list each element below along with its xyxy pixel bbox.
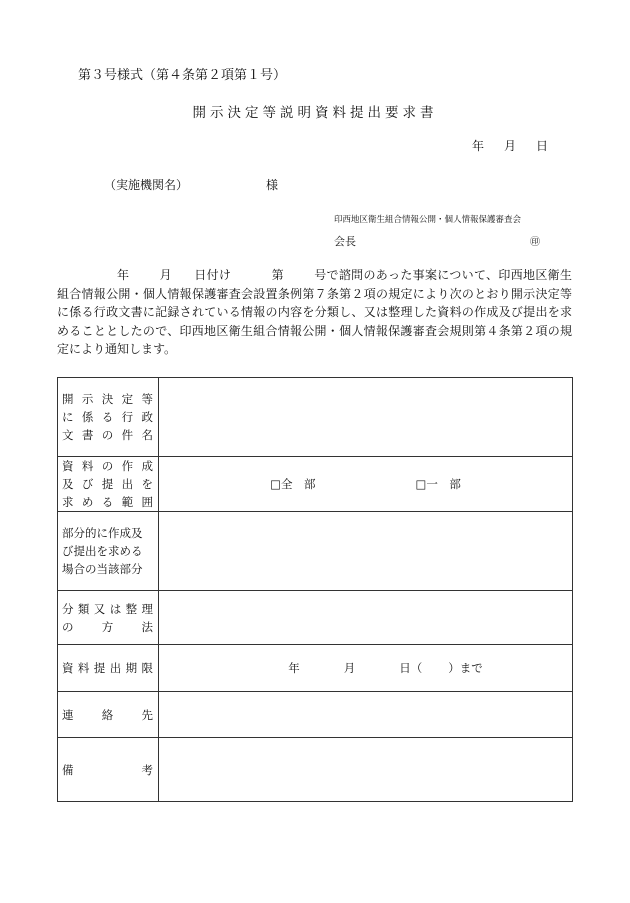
label-line: び提出を求める <box>62 544 143 558</box>
date-year: 年 <box>472 139 485 153</box>
seal-mark: ㊞ <box>530 237 540 248</box>
label-partial-section <box>58 512 159 591</box>
sender-title: 会長 <box>334 235 356 248</box>
addressee-honorific: 様 <box>266 178 279 192</box>
row-deadline <box>58 645 573 692</box>
deadline-close: ）まで <box>448 661 483 675</box>
label-contact <box>58 692 159 738</box>
label-line: の 方 法 <box>62 619 154 634</box>
label-line: 場合の当該部分 <box>62 562 143 576</box>
body-day-dated: 日付け <box>193 268 232 282</box>
label-line: に係る行政 <box>62 410 154 424</box>
label-line: 開示決定等 <box>62 392 154 406</box>
deadline-year: 年 <box>288 661 300 675</box>
body-month: 月 <box>159 268 172 282</box>
row-contact <box>58 692 573 738</box>
sender-organization: 印西地区衛生組合情報公開・個人情報保護審査会 <box>334 215 522 225</box>
body-number-prefix: 第 <box>271 268 284 282</box>
field-partial-section[interactable] <box>159 512 573 591</box>
field-remarks[interactable] <box>159 738 573 802</box>
field-method[interactable] <box>159 591 573 645</box>
checkbox-all[interactable]: □全 部 <box>270 477 316 491</box>
label-document-subject <box>58 378 159 457</box>
row-method <box>58 591 573 645</box>
label-scope <box>58 457 159 512</box>
label-line: 資料の作成 <box>62 459 154 473</box>
document-title: 開示決定等説明資料提出要求書 <box>192 105 438 121</box>
label-line: 求める範囲 <box>62 495 154 509</box>
checkbox-partial[interactable]: □一 部 <box>415 477 461 491</box>
addressee-label: （実施機関名） <box>104 178 189 192</box>
addressee-line <box>104 176 278 193</box>
field-deadline[interactable] <box>159 645 573 692</box>
label-line: 分類又は整理 <box>62 601 154 616</box>
label-line: 部分的に作成及 <box>62 526 143 540</box>
row-partial-section <box>58 512 573 591</box>
label-line: 及び提出を <box>62 477 154 491</box>
label-method <box>58 591 159 645</box>
date-month: 月 <box>504 139 517 153</box>
row-document-subject <box>58 378 573 457</box>
label-line: 備 考 <box>62 762 154 777</box>
field-contact[interactable] <box>159 692 573 738</box>
row-remarks <box>58 738 573 802</box>
body-text: 号で諮問のあった事案について、印西地区衛生組合情報公開・個人情報保護審査会設置条例第７条第２項の規定により次のとおり開示決定等に係る行政文書に記録されている情報の内容を分類し、又は整理した資料の作成及び提出を求めることとしたので、印西地区衛生組合情報公開・個人情報保護審査会規則第４条第２項の規定により通知します。 <box>57 268 572 356</box>
label-remarks <box>58 738 159 802</box>
field-document-subject[interactable] <box>159 378 573 457</box>
date-day: 日 <box>536 139 549 153</box>
form-number: 第３号様式（第４条第２項第１号） <box>78 68 287 83</box>
request-form-table <box>57 377 573 802</box>
label-deadline <box>58 645 159 692</box>
deadline-day: 日（ <box>399 661 423 675</box>
body-paragraph <box>57 266 572 359</box>
deadline-month: 月 <box>343 661 356 675</box>
label-line: 文書の件名 <box>62 428 154 442</box>
row-scope <box>58 457 573 512</box>
label-line: 連 絡 先 <box>62 707 154 722</box>
field-scope <box>159 457 573 512</box>
label-line: 資料提出期限 <box>62 661 154 675</box>
date-line <box>472 137 548 154</box>
body-year: 年 <box>117 268 130 282</box>
